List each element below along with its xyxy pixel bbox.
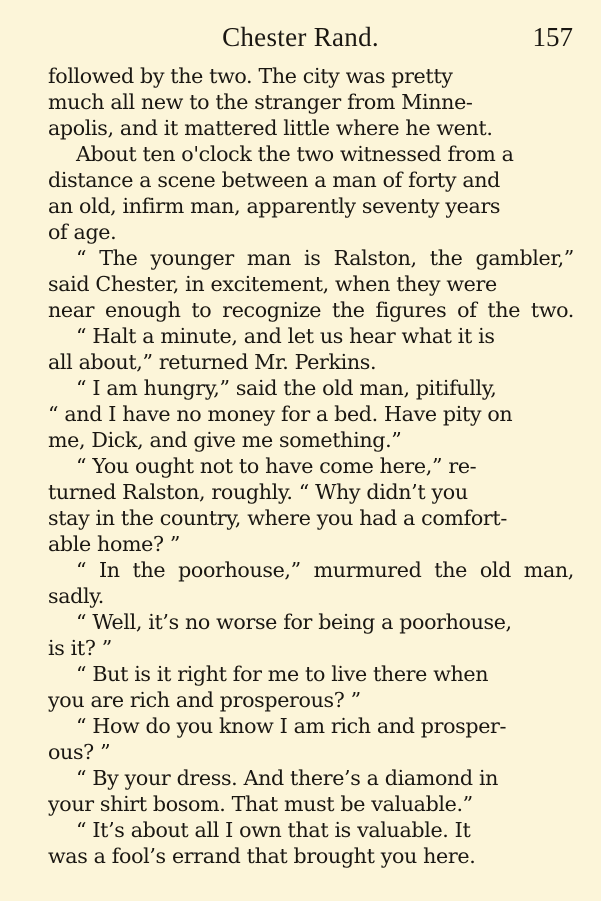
text-line: was a fool’s errand that brought you here. — [48, 844, 476, 868]
text-line: “ By your dress. And there’s a diamond in — [76, 766, 499, 790]
text-line: “ How do you know I am rich and prosper- — [76, 714, 507, 738]
text-line: “ It’s about all I own that is valuable. It — [76, 818, 471, 842]
text-line: “ and I have no money for a bed. Have pity on — [48, 402, 513, 426]
text-line: “ Halt a minute, and let us hear what it is — [76, 324, 495, 348]
text-line: About ten o'clock the two witnessed from a — [76, 142, 514, 166]
text-line: distance a scene between a man of forty and — [48, 168, 500, 192]
text-line: is it? ” — [48, 636, 112, 660]
text-line: followed by the two. The city was pretty — [48, 64, 453, 88]
text-line: “ You ought not to have come here,” re- — [76, 454, 477, 478]
text-line: able home? ” — [48, 532, 181, 556]
text-line: of age. — [48, 220, 117, 244]
text-line: sadly. — [48, 584, 104, 608]
text-line: you are rich and prosperous? ” — [48, 688, 361, 712]
text-line: “ I am hungry,” said the old man, pitifully, — [76, 376, 497, 400]
text-line: said Chester, in excitement, when they were — [48, 272, 497, 296]
text-line: “ The younger man is Ralston, the gambler,” — [76, 246, 574, 270]
text-line: your shirt bosom. That must be valuable.” — [48, 792, 473, 816]
text-line: all about,” returned Mr. Perkins. — [48, 350, 377, 374]
text-line: turned Ralston, roughly. “ Why didn’t you — [48, 480, 468, 504]
text-line: me, Dick, and give me something.” — [48, 428, 402, 452]
text-line: much all new to the stranger from Minne- — [48, 90, 473, 114]
text-line: near enough to recognize the figures of the two. — [48, 298, 574, 322]
text-line: apolis, and it mattered little where he went. — [48, 116, 493, 140]
text-line: stay in the country, where you had a comfort- — [48, 506, 507, 530]
text-line: “ In the poorhouse,” murmured the old man, — [76, 558, 574, 582]
page-header — [0, 20, 601, 54]
running-title: Chester Rand. — [222, 22, 379, 52]
text-line: an old, infirm man, apparently seventy years — [48, 194, 501, 218]
body-text — [48, 63, 574, 869]
text-line: “ But is it right for me to live there when — [76, 662, 489, 686]
page-number: 157 — [532, 22, 573, 52]
text-line: “ Well, it’s no worse for being a poorhouse, — [76, 610, 512, 634]
text-line: ous? ” — [48, 740, 111, 764]
